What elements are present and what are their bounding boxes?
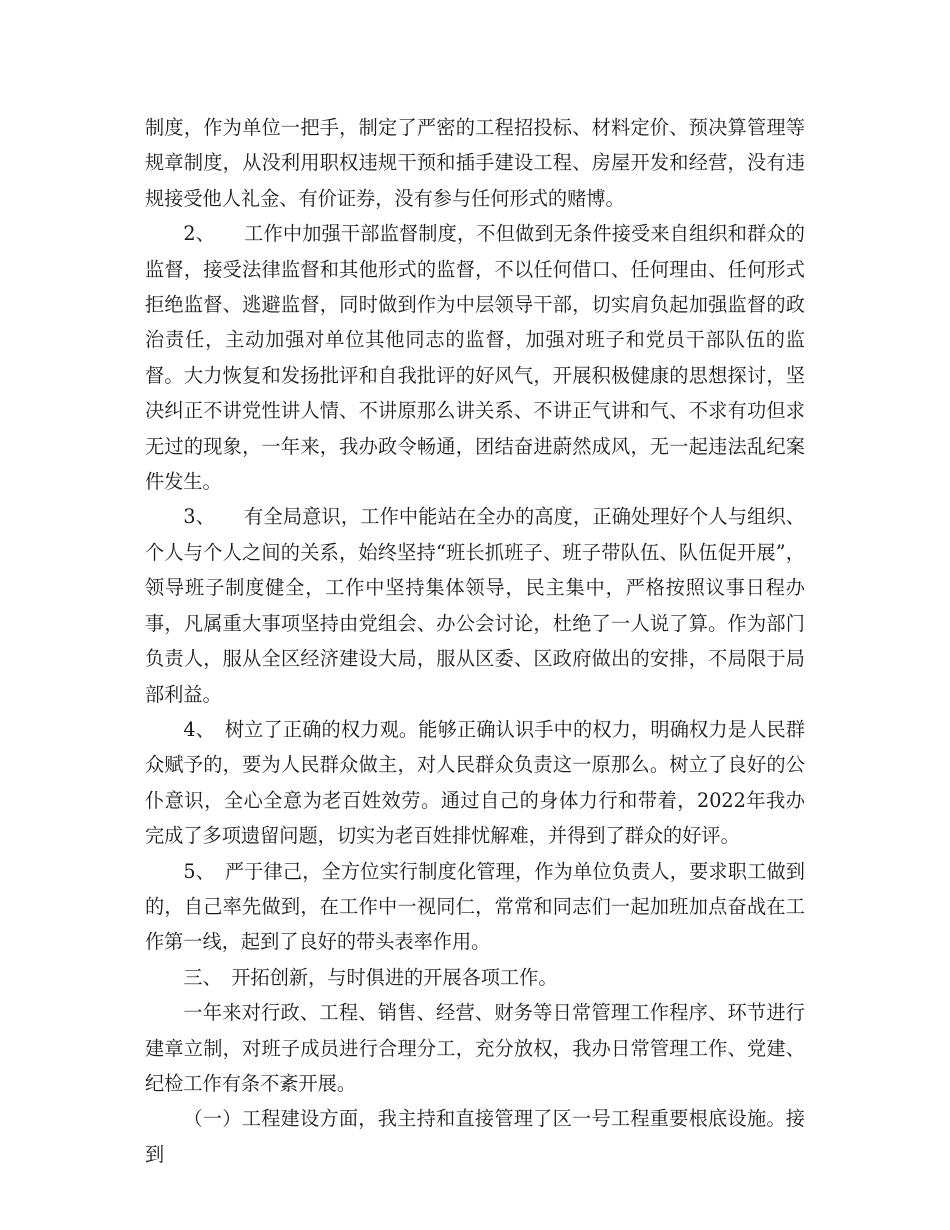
- paragraph-subsection-1: （一）工程建设方面，我主持和直接管理了区一号工程重要根底设施。接到: [145, 1107, 805, 1166]
- paragraph-item-4: 4、 树立了正确的权力观。能够正确认识手中的权力，明确权力是人民群众赋予的，要为人民群众做主，对人民群众负责这一原那么。树立了良好的公仆意识，全心全意为老百姓效劳。通过自己的身体力行和带着，2022年我办完成了多项遗留问题，切实为老百姓排忧解难，并得到了群众的好评。: [145, 717, 805, 848]
- paragraph-continuation: 制度，作为单位一把手，制定了严密的工程招投标、材料定价、预决算管理等规章制度，从没利用职权违规干预和插手建设工程、房屋开发和经营，没有违规接受他人礼金、有价证券，没有参与任何形式的赌博。: [145, 116, 805, 210]
- paragraph-item-5: 5、 严于律己，全方位实行制度化管理，作为单位负责人，要求职工做到的，自己率先做到，在工作中一视同仁，常常和同志们一起加班加点奋战在工作第一线，起到了良好的带头表率作用。: [145, 859, 805, 954]
- paragraph-item-3: 3、 有全局意识，工作中能站在全办的高度，正确处理好个人与组织、个人与个人之间的关系，始终坚持“班长抓班子、班子带队伍、队伍促开展”，领导班子制度健全，工作中坚持集体领导，民主集中，严格按照议事日程办事，凡属重大事项坚持由党组会、办公会讨论，杜绝了一人说了算。作为部门负责人，服从全区经济建设大局，服从区委、区政府做出的安排，不局限于局部利益。: [145, 505, 805, 706]
- document-body: [145, 110, 805, 1172]
- paragraph-item-2: 2、 工作中加强干部监督制度，不但做到无条件接受来自组织和群众的监督，接受法律监督和其他形式的监督，不以任何借口、任何理由、任何形式拒绝监督、逃避监督，同时做到作为中层领导干部，切实肩负起加强监督的政治责任，主动加强对单位其他同志的监督，加强对班子和党员干部队伍的监督。大力恢复和发扬批评和自我批评的好风气，开展积极健康的思想探讨，坚决纠正不讲党性讲人情、不讲原那么讲关系、不讲正气讲和气、不求有功但求无过的现象，一年来，我办政令畅通，团结奋进蔚然成风，无一起违法乱纪案件发生。: [145, 222, 805, 494]
- section-heading-3: 三、 开拓创新，与时俱进的开展各项工作。: [183, 965, 558, 989]
- paragraph-summary: 一年来对行政、工程、销售、经营、财务等日常管理工作程序、环节进行建章立制，对班子成员进行合理分工，充分放权，我办日常管理工作、党建、纪检工作有条不紊开展。: [145, 1001, 805, 1095]
